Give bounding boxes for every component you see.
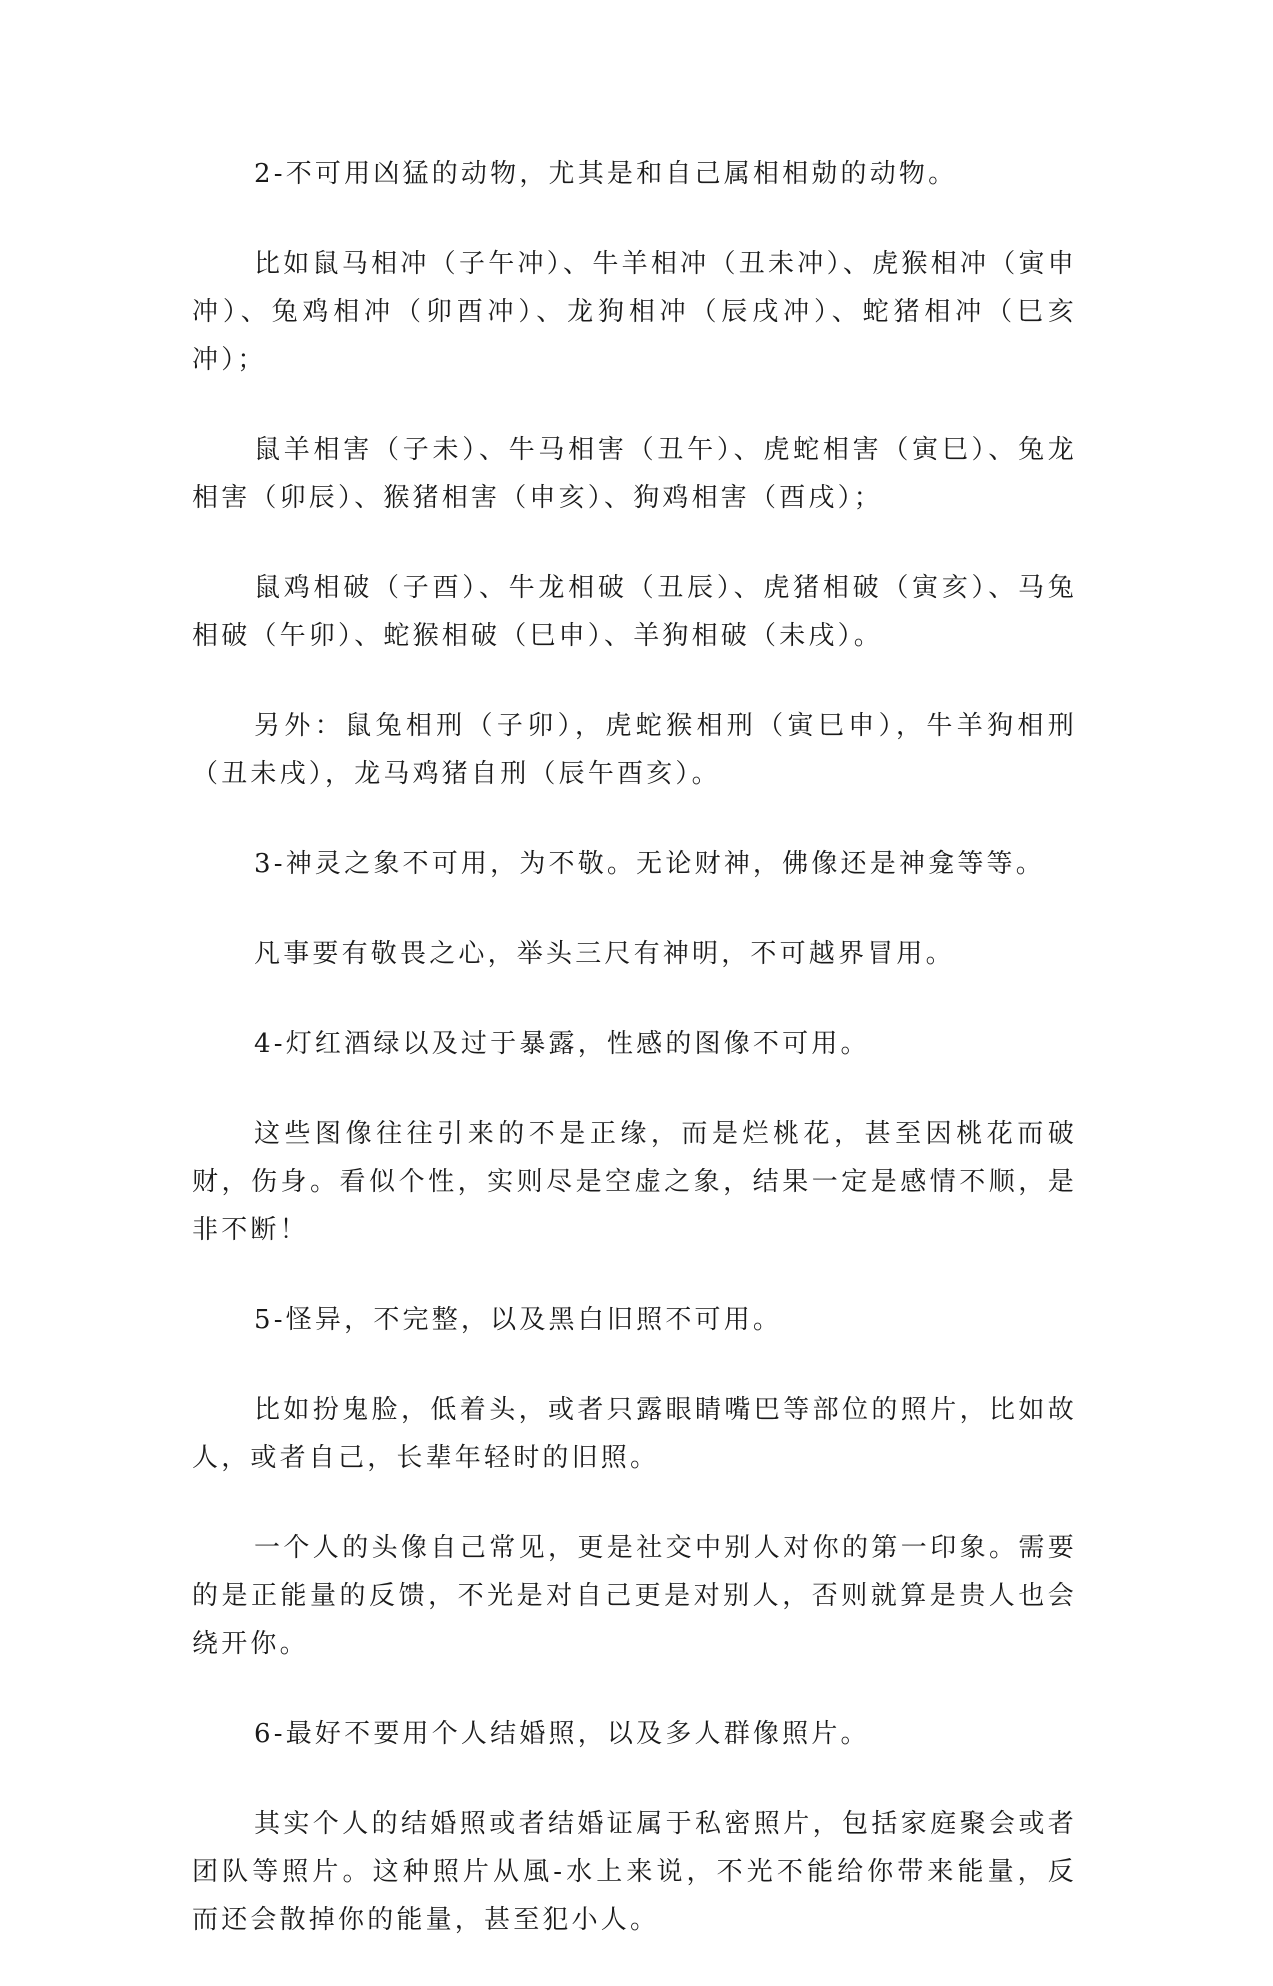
document-page [192, 150, 1077, 1986]
paragraph-chong-clashes: 比如鼠马相冲（子午冲）、牛羊相冲（丑未冲）、虎猴相冲（寅申冲）、兔鸡相冲（卯酉冲）、龙狗相冲（辰戌冲）、蛇猪相冲（巳亥冲）； [192, 249, 1077, 375]
paragraph-rule-5-detail: 比如扮鬼脸，低着头，或者只露眼睛嘴巴等部位的照片，比如故人，或者自己，长辈年轻时的旧照。 [192, 1395, 1077, 1473]
paragraph-hai-harms: 鼠羊相害（子未）、牛马相害（丑午）、虎蛇相害（寅巳）、兔龙相害（卯辰）、猴猪相害（申亥）、狗鸡相害（酉戌）； [192, 435, 1077, 513]
paragraph-rule-4-detail: 这些图像往往引来的不是正缘，而是烂桃花，甚至因桃花而破财，伤身。看似个性，实则尽是空虚之象，结果一定是感情不顺，是非不断！ [192, 1119, 1077, 1245]
paragraph-rule-3-detail: 凡事要有敬畏之心，举头三尺有神明，不可越界冒用。 [254, 939, 955, 969]
paragraph-rule-2: 2-不可用凶猛的动物，尤其是和自己属相相勀的动物。 [254, 159, 958, 189]
paragraph-po-breaks: 鼠鸡相破（子酉）、牛龙相破（丑辰）、虎猪相破（寅亥）、马兔相破（午卯）、蛇猴相破（巳申）、羊狗相破（未戌）。 [192, 573, 1077, 651]
paragraph-rule-4: 4-灯红酒绿以及过于暴露，性感的图像不可用。 [254, 1029, 870, 1059]
paragraph-rule-6-detail: 其实个人的结婚照或者结婚证属于私密照片，包括家庭聚会或者团队等照片。这种照片从風-水上来说，不光不能给你带来能量，反而还会散掉你的能量，甚至犯小人。 [192, 1809, 1077, 1935]
paragraph-rule-6: 6-最好不要用个人结婚照，以及多人群像照片。 [254, 1719, 870, 1749]
paragraph-rule-5-note: 一个人的头像自己常见，更是社交中别人对你的第一印象。需要的是正能量的反馈，不光是对自己更是对别人，否则就算是贵人也会绕开你。 [192, 1533, 1077, 1659]
paragraph-rule-5: 5-怪异，不完整，以及黑白旧照不可用。 [254, 1305, 783, 1335]
paragraph-rule-3: 3-神灵之象不可用，为不敬。无论财神，佛像还是神龛等等。 [254, 849, 1045, 879]
paragraph-xing-punishments: 另外：鼠兔相刑（子卯），虎蛇猴相刑（寅巳申），牛羊狗相刑（丑未戌），龙马鸡猪自刑（辰午酉亥）。 [192, 711, 1077, 789]
